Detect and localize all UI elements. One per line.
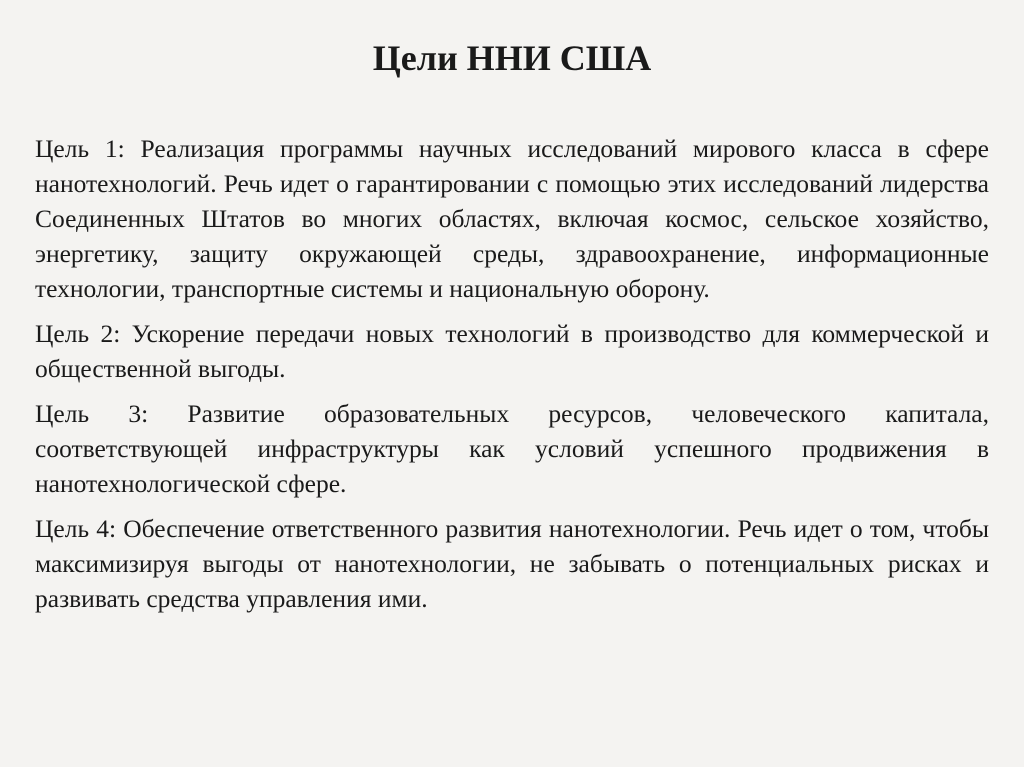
- goal-paragraph-4: Цель 4: Обеспечение ответственного развития нанотехнологии. Речь идет о том, чтобы максимизируя выгоды от нанотехнологии, не забывать о потенциальных рисках и развивать средства управления ими.: [35, 514, 989, 613]
- goal-paragraph-3: Цель 3: Развитие образовательных ресурсов, человеческого капитала, соответствующей инфраструктуры как условий успешного продвижения в нанотехнологической сфере.: [35, 399, 989, 498]
- slide-title: Цели ННИ США: [372, 38, 652, 78]
- goal-paragraph-2: Цель 2: Ускорение передачи новых технологий в производство для коммерческой и общественной выгоды.: [35, 319, 989, 383]
- goals-list: [35, 131, 989, 626]
- goal-paragraph-1: Цель 1: Реализация программы научных исследований мирового класса в сфере нанотехнологий. Речь идет о гарантировании с помощью этих исследований лидерства Соединенных Штатов во многих областях, включая космос, сельское хозяйство, энергетику, защиту окружающей среды, здравоохранение, информационные технологии, транспортные системы и национальную оборону.: [35, 134, 989, 303]
